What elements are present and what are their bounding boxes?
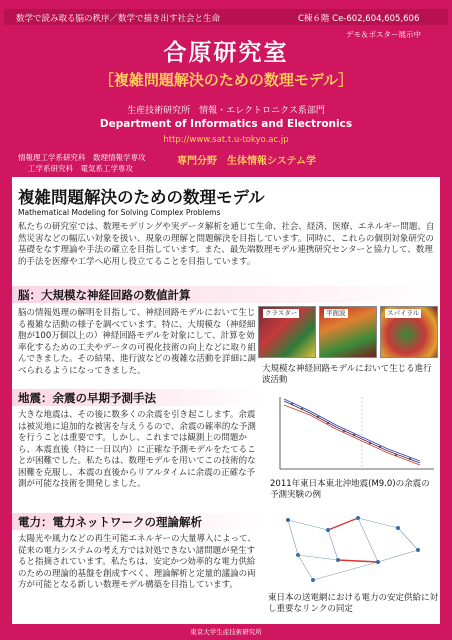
department-jp: 生産技術研究所 情報・エレクトロニクス系部門 [127,106,325,116]
footer-institute: 東京大学生産技術研究所 [190,628,262,636]
photo-label-spiral: スパイラル [387,309,420,317]
brain-photo-planewave [319,306,377,358]
lab-subtitle: ［複雑問題解決のための数理モデル］ [98,71,354,89]
section-text-power: 太陽光や風力などの再生可能エネルギーの大量導入によって、従来の電力システムの考え方では対処できない諸問題が発生すると指摘されています。私たちは、安定かつ効率的な電力供給のための理論的基盤を創成すべく、理論解析と定量的議論の両方が可能となる新しい数理モデル構築を目指しています。 [18,534,256,590]
research-field: 専門分野 生体情報システム学 [177,156,316,167]
section-title-power: 電力：電力ネットワークの理論解析 [18,515,202,529]
caption-brain: 大規模な神経回路モデルにおいて生じる進行波活動 [262,364,432,385]
power-grid-network [268,500,438,590]
department-en: Department of Informatics and Electronics [99,118,353,130]
brain-photo-spiral [380,306,438,358]
main-title: 複雑問題解決のための数理モデル [18,188,265,207]
section-title-brain: 脳：大規模な神経回路の数値計算 [18,288,191,302]
room-number: C棟６階 Ce-602,604,605,606 [298,14,420,24]
caption-quake: 2011年東日本東北沖地震(M9.0)の余震の予測実験の例 [270,479,430,500]
intro-text: 私たちの研究室では、数理モデリングや実データ解析を通じて生命、社会、経済、医療、エネルギー問題、自然災害などの幅広い対象を扱い、現象の理解と問題解決を目指しています。同時に、これらの個別対象研究の基礎をなす理論や手法の確立を目指しています。また、最先端数理モデル連携研究センターと協力して、数理的手法を医療や工学へ応用し役立てることを目指しています。 [18,222,435,267]
tagline: 数学で読み取る脳の秩序／数学で描き出す社会と生命 [16,14,221,24]
section-title-quake: 地震：余震の早期予測手法 [18,391,156,405]
brain-photo-cluster [258,306,316,358]
section-text-brain: 脳の情報処理の解明を目指して、神経回路モデルにおいて生じる複雑な活動の様子を調べています。特に、大規模な（神経細胞が100万個以上の）神経回路モデルを対象にして、計算を効率化するための工夫やデータの可視化技術の向上などに取り組んできました。その結果、進行波などの複雑な活動を詳細に調べられるようになってきました。 [18,308,257,376]
quake-forecast-plot [270,393,438,475]
affiliation-2: 工学系研究科 電気系工学専攻 [28,164,133,173]
caption-power: 東日本の送電網における電力の安定供給に対し重要なリンクの同定 [268,593,439,614]
section-text-quake: 大きな地震は、その後に数多くの余震を引き起こします。余震は被災地に追加的な被害を与えうるので、余震の確率的な予測を行うことは重要です。しかし、これまでは観測上の問題から、本震直後（特に一日以内）に正確な予測モデルをたてることが困難でした。私たちは、数理モデルを用いてこの技術的な困難を克服し、本震の直後からリアルタイムに余震の正確な予測が可能な技術を開発しました。 [18,410,256,489]
lab-name: 合原研究室 [163,40,289,66]
photo-label-cluster: クラスター [265,309,298,317]
photo-label-planewave: 平面波 [326,309,346,317]
main-title-en: Mathematical Modeling for Solving Complex Problems [18,208,221,217]
demo-notice: デモ＆ポスター展示中 [346,30,421,39]
affiliation-1: 情報理工学系研究科 数理情報学専攻 [18,153,146,162]
lab-url-link[interactable]: http://www.sat.t.u-tokyo.ac.jp [163,135,289,145]
